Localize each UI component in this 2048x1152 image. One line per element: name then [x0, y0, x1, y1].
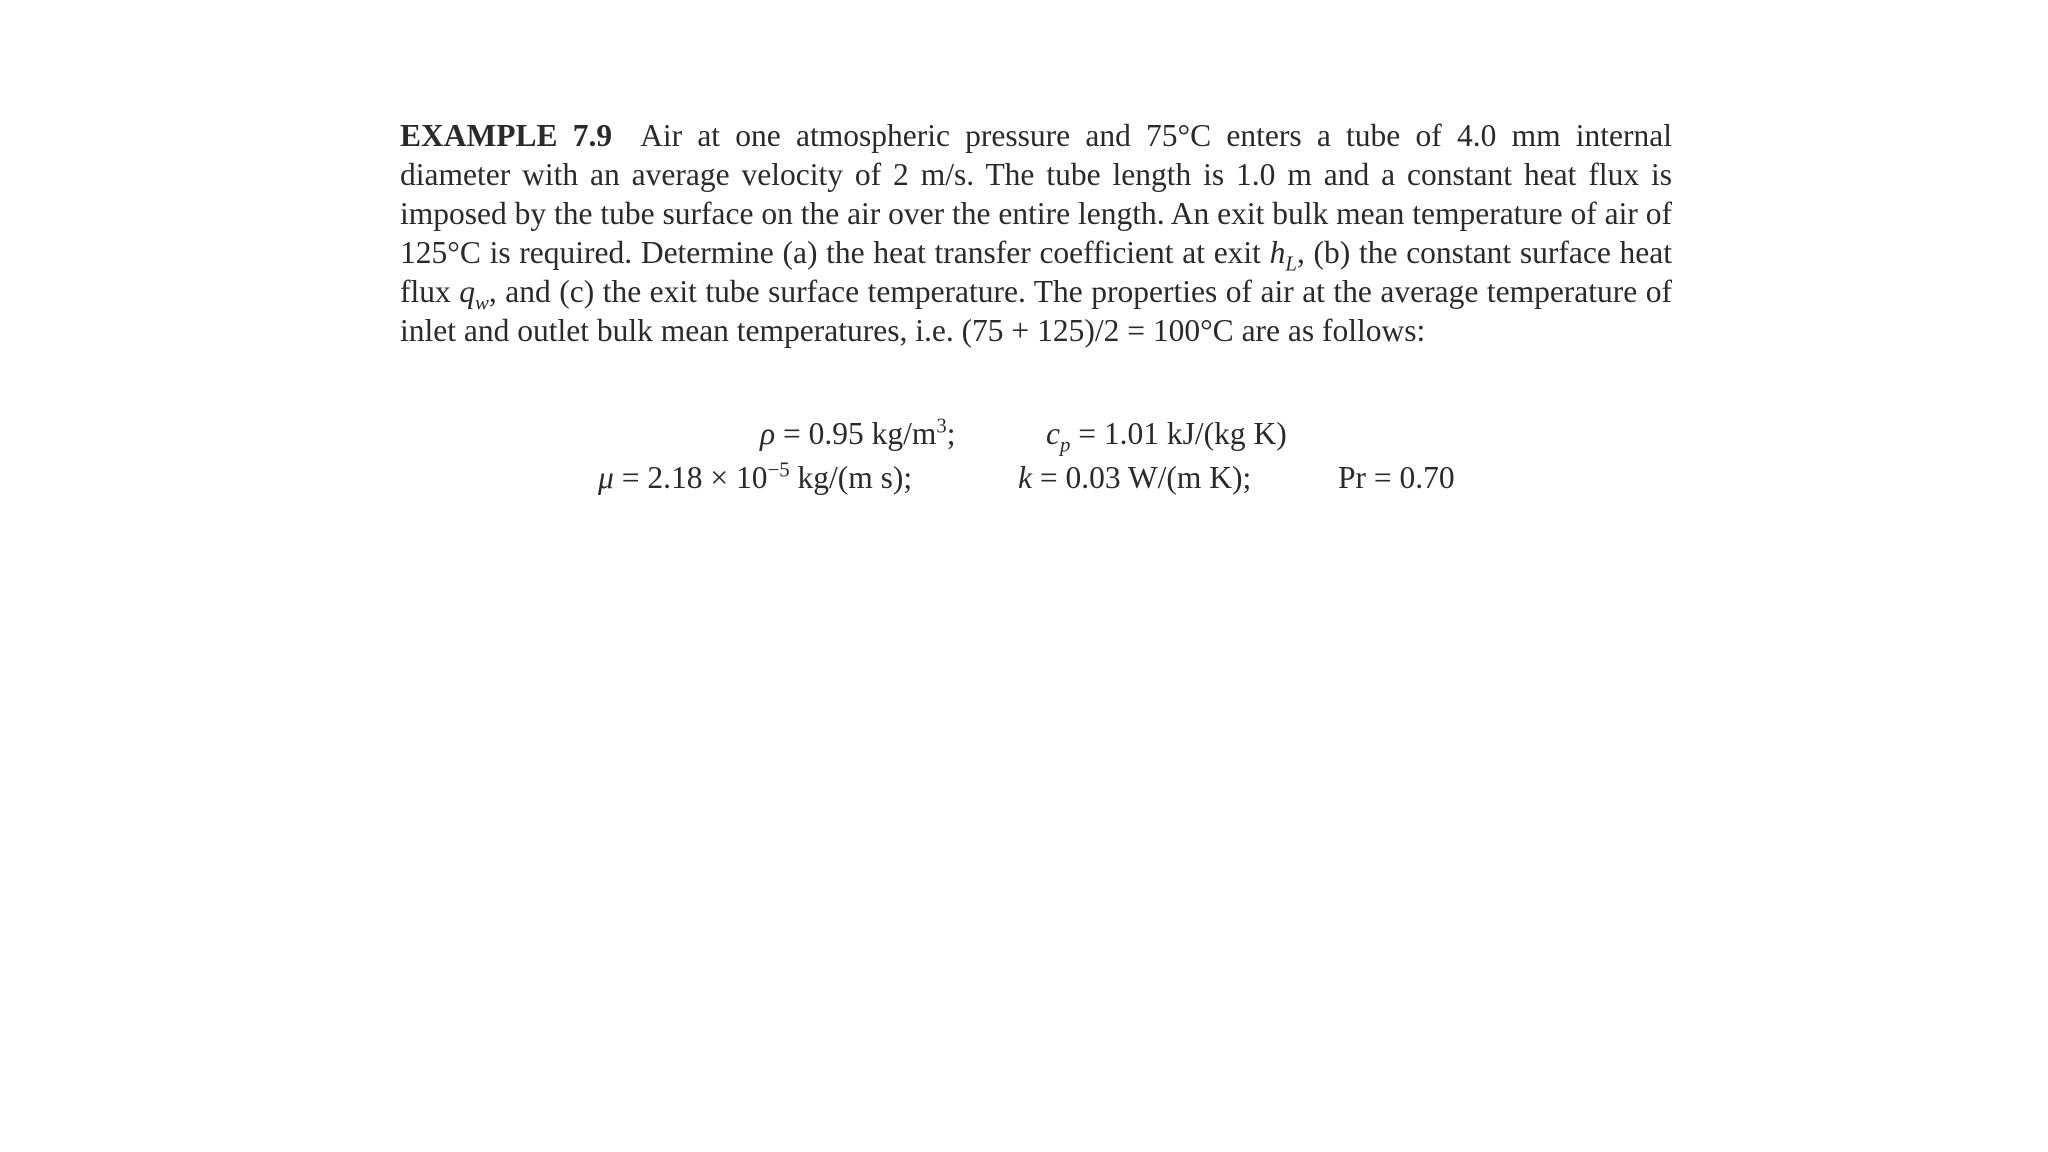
rho-symbol: ρ — [760, 416, 776, 451]
rho-value: = 0.95 kg/m — [775, 416, 937, 451]
cp-value: = 1.01 kJ/(kg K) — [1070, 416, 1287, 451]
rho-end: ; — [946, 416, 956, 451]
cp-symbol: c — [1046, 416, 1060, 451]
cp-subscript: p — [1059, 433, 1071, 457]
example-paragraph — [400, 116, 1672, 350]
example-text-part1: Air at one atmospheric pressure and 75°C enters a tube of 4.0 mm internal diameter with an average velocity of 2 m/s. The tube length is 1.0 m and a constant heat flux is imposed by the tube surface on the air over the entire length. An exit bulk mean temperature of air of 125°C is required. Determine (a) the heat transfer coefficient at exit — [400, 118, 1673, 270]
example-text-part2: , (b) the constant surface heat flux — [400, 235, 1673, 309]
example-text-part3: , and (c) the exit tube surface temperature. The properties of air at the average temperature of inlet and outlet bulk mean temperatures, i.e. (75 + 125)/2 = 100°C are as follows: — [400, 274, 1672, 348]
k-value: = 0.03 W/(m K); — [1031, 460, 1252, 495]
conductivity-equation — [1018, 462, 1251, 494]
mu-end: kg/(m s); — [789, 460, 913, 495]
h-subscript: L — [1285, 252, 1297, 276]
mu-exponent: −5 — [767, 458, 790, 482]
pr-value: Pr = 0.70 — [1338, 460, 1455, 495]
mu-symbol: μ — [598, 460, 614, 495]
example-label: EXAMPLE 7.9 — [400, 118, 613, 153]
h-symbol: h — [1269, 235, 1286, 270]
rho-exponent: 3 — [936, 414, 947, 438]
k-symbol: k — [1018, 460, 1032, 495]
specific-heat-equation — [1046, 416, 1287, 457]
density-equation — [760, 414, 956, 451]
q-subscript: w — [475, 291, 489, 315]
viscosity-equation — [598, 458, 913, 495]
q-symbol: q — [459, 274, 475, 309]
prandtl-equation — [1338, 462, 1455, 494]
mu-value: = 2.18 × 10 — [613, 460, 768, 495]
